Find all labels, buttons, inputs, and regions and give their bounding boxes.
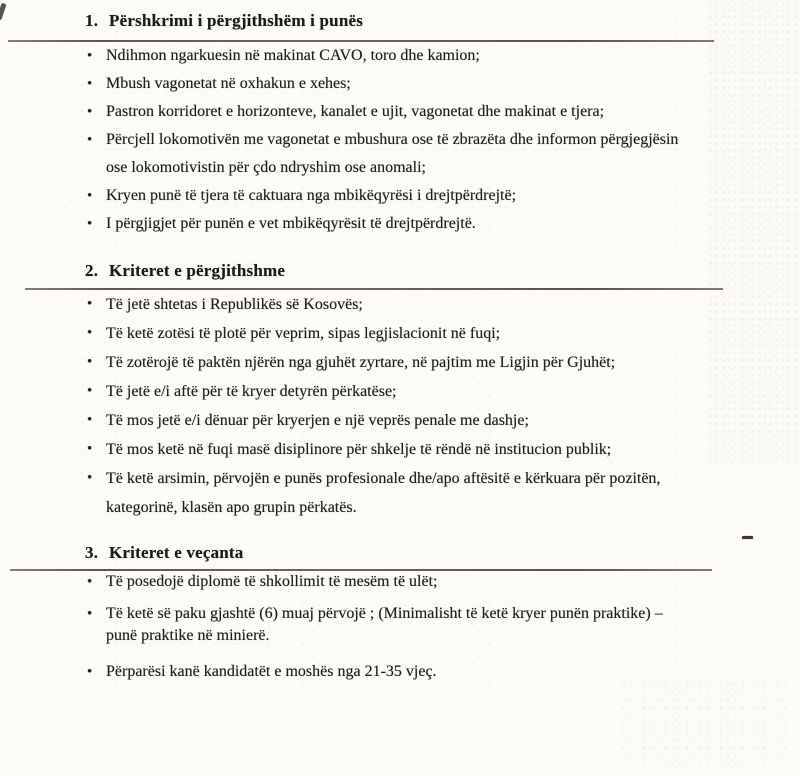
bullet-item — [87, 571, 800, 593]
bullet-icon: • — [87, 574, 93, 590]
bullet-text: Të ketë arsimin, përvojën e punës profesionale dhe/apo aftësitë e kërkuara për pozitën, — [106, 470, 661, 487]
bullet-text: Të ketë së paku gjashtë (6) muaj përvojë ; (Minimalisht të ketë kryer punën praktike) – — [106, 605, 663, 622]
bullet-text: Përcjell lokomotivën me vagonetat e mbushura ose të zbrazëta dhe informon përgjegjësin — [106, 131, 679, 148]
bullet-list — [0, 42, 800, 238]
bullet-list — [0, 571, 800, 683]
bullet-list — [0, 290, 800, 522]
bullet-text: Ndihmon ngarkuesin në makinat CAVO, toro dhe kamion; — [106, 47, 480, 64]
bullet-icon: • — [87, 412, 93, 428]
bullet-item — [87, 377, 800, 406]
bullet-text: Të jetë e/i aftë për të kryer detyrën përkatëse; — [106, 383, 397, 400]
bullet-item — [87, 182, 800, 210]
bullet-text: Të mos ketë në fuqi masë disiplinore për shkelje të rëndë në institucion publik; — [106, 441, 612, 458]
bullet-item — [87, 70, 800, 98]
bullet-text: Pastron korridoret e horizonteve, kanalet e ujit, vagonetat dhe makinat e tjera; — [106, 103, 605, 120]
bullet-text: Të jetë shtetas i Republikës së Kosovës; — [106, 296, 363, 313]
bullet-icon: • — [87, 104, 93, 120]
bullet-icon: • — [87, 296, 93, 312]
bullet-icon: • — [87, 383, 93, 399]
scan-noise-corner — [620, 680, 790, 770]
bullet-text: Të posedojë diplomë të shkollimit të mesëm të ulët; — [106, 573, 438, 590]
bullet-icon: • — [87, 188, 93, 204]
bullet-icon: • — [87, 325, 93, 341]
bullet-text: Të zotërojë të paktën njërën nga gjuhët zyrtare, në pajtim me Ligjin për Gjuhët; — [106, 354, 616, 371]
section-number: 2. — [85, 261, 99, 280]
bullet-icon: • — [87, 664, 93, 680]
bullet-text: Të mos jetë e/i dënuar për kryerjen e një veprës penale me dashje; — [106, 412, 529, 429]
bullet-icon: • — [87, 132, 93, 148]
bullet-icon: • — [87, 606, 93, 622]
bullet-icon: • — [87, 48, 93, 64]
section-heading — [85, 542, 800, 564]
bullet-item — [87, 406, 800, 435]
bullet-text: Kryen punë të tjera të caktuara nga mbikëqyrësi i drejtpërdrejtë; — [106, 187, 517, 204]
bullet-text: Mbush vagonetat në oxhakun e xehes; — [106, 75, 351, 92]
section-title: Përshkrimi i përgjithshëm i punës — [109, 11, 364, 30]
section-job-description — [0, 10, 800, 238]
bullet-item — [87, 435, 800, 464]
section-special-criteria — [0, 542, 800, 683]
bullet-item — [87, 348, 800, 377]
section-number: 3. — [85, 543, 99, 562]
bullet-item — [87, 661, 800, 683]
bullet-text: kategorinë, klasën apo grupin përkatës. — [106, 499, 357, 516]
section-heading — [85, 260, 800, 282]
bullet-icon: • — [87, 441, 93, 457]
bullet-icon: • — [87, 216, 93, 232]
section-title: Kriteret e përgjithshme — [109, 261, 286, 280]
bullet-icon: • — [87, 470, 93, 486]
bullet-item — [87, 42, 800, 70]
bullet-item — [87, 210, 800, 238]
bullet-item — [87, 319, 800, 348]
section-number: 1. — [85, 11, 99, 30]
bullet-item — [87, 603, 800, 647]
section-heading — [85, 10, 800, 32]
bullet-text: I përgjigjet për punën e vet mbikëqyrësit të drejtpërdrejtë. — [106, 215, 476, 232]
bullet-item — [87, 290, 800, 319]
bullet-item — [87, 98, 800, 126]
section-general-criteria — [0, 260, 800, 522]
bullet-text: Të ketë zotësi të plotë për veprim, sipas legjislacionit në fuqi; — [106, 325, 501, 342]
bullet-text: Përparësi kanë kandidatët e moshës nga 21-35 vjeç. — [106, 663, 437, 680]
bullet-icon: • — [87, 354, 93, 370]
bullet-text: punë praktike në minierë. — [106, 627, 270, 644]
scan-artifact-dash — [742, 536, 753, 539]
bullet-item — [87, 126, 800, 182]
section-title: Kriteret e veçanta — [109, 543, 244, 562]
bullet-icon: • — [87, 76, 93, 92]
bullet-text: ose lokomotivistin për çdo ndryshim ose anomali; — [106, 159, 426, 176]
bullet-item — [87, 464, 800, 522]
